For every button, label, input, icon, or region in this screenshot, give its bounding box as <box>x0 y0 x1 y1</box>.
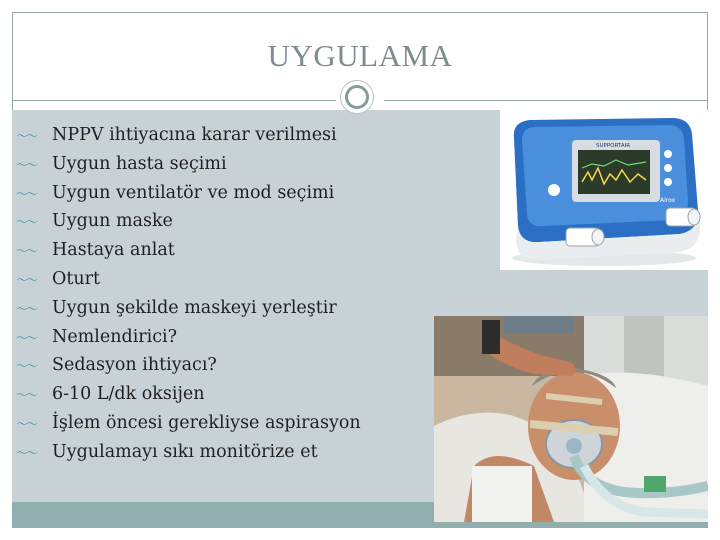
list-item <box>16 207 361 236</box>
bullet-text: Uygun ventilatör ve mod seçimi <box>52 182 335 203</box>
bullet-text: Sedasyon ihtiyacı? <box>52 355 217 376</box>
bullet-text: İşlem öncesi gerekliyse aspirasyon <box>52 412 361 433</box>
wave-bullet-icon: 〜〜 <box>16 272 37 287</box>
wave-bullet-icon: 〜〜 <box>16 359 37 374</box>
list-item <box>16 150 361 179</box>
wave-bullet-icon: 〜〜 <box>16 186 37 201</box>
list-item <box>16 121 361 150</box>
list-item <box>16 380 361 409</box>
bullet-list <box>16 121 361 467</box>
device-brand-label: Airox <box>660 197 676 204</box>
ventilator-device-image <box>500 110 708 270</box>
list-item <box>16 438 361 467</box>
list-item <box>16 351 361 380</box>
list-item <box>16 265 361 294</box>
bullet-text: 6-10 L/dk oksijen <box>52 384 205 405</box>
bullet-text: Nemlendirici? <box>52 326 178 347</box>
device-screen-label: SUPPORTAIR <box>596 143 631 149</box>
title-divider-left <box>12 100 336 101</box>
bullet-text: Uygun şekilde maskeyi yerleştir <box>52 297 337 318</box>
patient-mask-image <box>434 316 708 522</box>
wave-bullet-icon: 〜〜 <box>16 330 37 345</box>
wave-bullet-icon: 〜〜 <box>16 157 37 172</box>
wave-bullet-icon: 〜〜 <box>16 215 37 230</box>
wave-bullet-icon: 〜〜 <box>16 445 37 460</box>
wave-bullet-icon: 〜〜 <box>16 388 37 403</box>
bullet-text: Uygulamayı sıkı monitörize et <box>52 441 318 462</box>
wave-bullet-icon: 〜〜 <box>16 129 37 143</box>
ring-ornament-icon <box>340 80 374 114</box>
list-item <box>16 236 361 265</box>
title-divider-right <box>384 100 708 101</box>
list-item <box>16 323 361 352</box>
wave-bullet-icon: 〜〜 <box>16 301 37 316</box>
list-item <box>16 179 361 208</box>
bullet-text: Uygun maske <box>52 211 173 232</box>
list-item <box>16 294 361 323</box>
wave-bullet-icon: 〜〜 <box>16 416 37 431</box>
list-item <box>16 409 361 438</box>
wave-bullet-icon: 〜〜 <box>16 244 37 259</box>
bullet-text: NPPV ihtiyacına karar verilmesi <box>52 125 337 145</box>
bullet-text: Uygun hasta seçimi <box>52 153 227 174</box>
bullet-text: Oturt <box>52 268 101 289</box>
slide-title: UYGULAMA <box>267 38 453 73</box>
bullet-text: Hastaya anlat <box>52 240 175 261</box>
